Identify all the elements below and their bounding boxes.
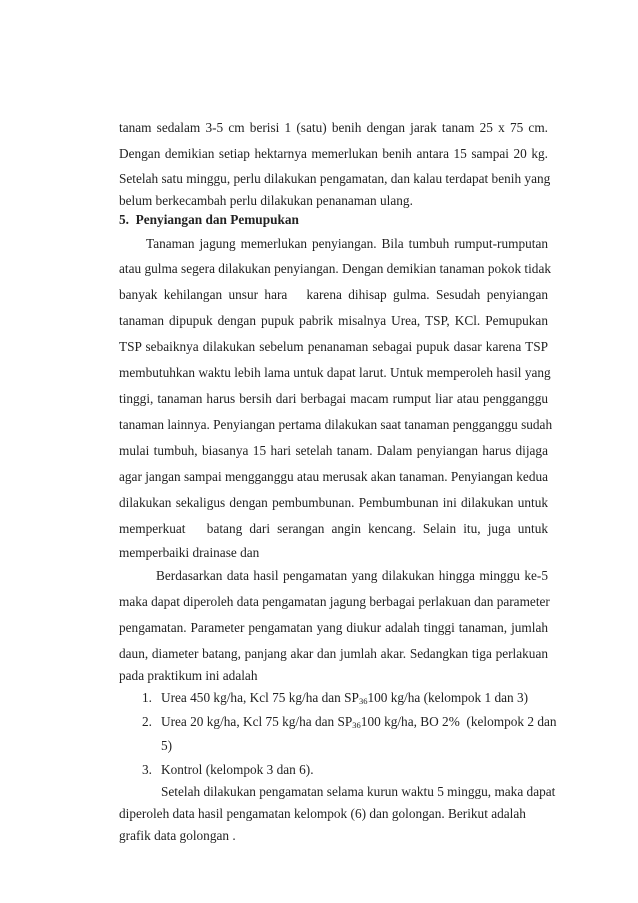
paragraph-line: membutuhkan waktu lebih lama untuk dapat larut. Untuk memperoleh hasil yang — [119, 365, 551, 380]
section-heading: 5. Penyiangan dan Pemupukan — [119, 212, 299, 227]
paragraph-line: grafik data golongan . — [119, 828, 236, 843]
paragraph-line: tanam sedalam 3-5 cm berisi 1 (satu) benih dengan jarak tanam 25 x 75 cm. — [119, 120, 548, 135]
paragraph-line: tanaman lainnya. Penyiangan pertama dilakukan saat tanaman pengganggu sudah — [119, 417, 553, 432]
paragraph-line: Tanaman jagung memerlukan penyiangan. Bila tumbuh rumput-rumputan — [146, 236, 548, 251]
paragraph-line: Setelah dilakukan pengamatan selama kurun waktu 5 minggu, maka dapat — [161, 784, 556, 799]
paragraph-line: belum berkecambah perlu dilakukan penanaman ulang. — [119, 193, 413, 208]
paragraph-line: Berdasarkan data hasil pengamatan yang dilakukan hingga minggu ke-5 — [156, 568, 548, 583]
paragraph-line: maka dapat diperoleh data pengamatan jagung berbagai perlakuan dan parameter — [119, 594, 550, 609]
list-number: 2. — [142, 714, 152, 729]
paragraph-line: agar jangan sampai mengganggu atau merusak akan tanaman. Penyiangan kedua — [119, 469, 549, 484]
paragraph-line: mulai tumbuh, biasanya 15 hari setelah tanam. Dalam penyiangan harus dijaga — [119, 443, 548, 458]
paragraph-line: Dengan demikian setiap hektarnya memerlukan benih antara 15 sampai 20 kg. — [119, 146, 548, 161]
paragraph-line: Setelah satu minggu, perlu dilakukan pengamatan, dan kalau terdapat benih yang — [119, 171, 551, 186]
paragraph-line: pengamatan. Parameter pengamatan yang diukur adalah tinggi tanaman, jumlah — [119, 620, 548, 635]
paragraph-line: memperbaiki drainase dan — [119, 545, 260, 560]
list-item-continuation: 5) — [161, 738, 173, 753]
list-item-text: Urea 20 kg/ha, Kcl 75 kg/ha dan $SP_{36}100$ kg/ha, BO 2% (kelompok 2 dan — [161, 714, 557, 730]
list-number: 3. — [142, 762, 152, 777]
paragraph-line: tinggi, tanaman harus bersih dari berbagai macam rumput liar atau pengganggu — [119, 391, 548, 406]
paragraph-line: TSP sebaiknya dilakukan sebelum penanaman sebagai pupuk dasar karena TSP — [119, 339, 548, 354]
paragraph-line: tanaman dipupuk dengan pupuk pabrik misalnya Urea, TSP, KCl. Pemupukan — [119, 313, 548, 328]
paragraph-line: dilakukan sekaligus dengan pembumbunan. Pembumbunan ini dilakukan untuk — [119, 495, 548, 510]
list-number: 1. — [142, 690, 152, 705]
list-item-text: Kontrol (kelompok 3 dan 6). — [161, 762, 314, 777]
paragraph-line: memperkuat batang dari serangan angin kencang. Selain itu, juga untuk — [119, 521, 548, 536]
paragraph-line: daun, diameter batang, panjang akar dan jumlah akar. Sedangkan tiga perlakuan — [119, 646, 548, 661]
paragraph-line: pada praktikum ini adalah — [119, 668, 258, 683]
paragraph-line: atau gulma segera dilakukan penyiangan. Dengan demikian tanaman pokok tidak — [119, 261, 552, 276]
paragraph-line: banyak kehilangan unsur hara karena dihisap gulma. Sesudah penyiangan — [119, 287, 548, 302]
paragraph-line: diperoleh data hasil pengamatan kelompok (6) dan golongan. Berikut adalah — [119, 806, 526, 821]
list-item-text: Urea 450 kg/ha, Kcl 75 kg/ha dan $SP_{36}100$ kg/ha (kelompok 1 dan 3) — [161, 690, 529, 706]
